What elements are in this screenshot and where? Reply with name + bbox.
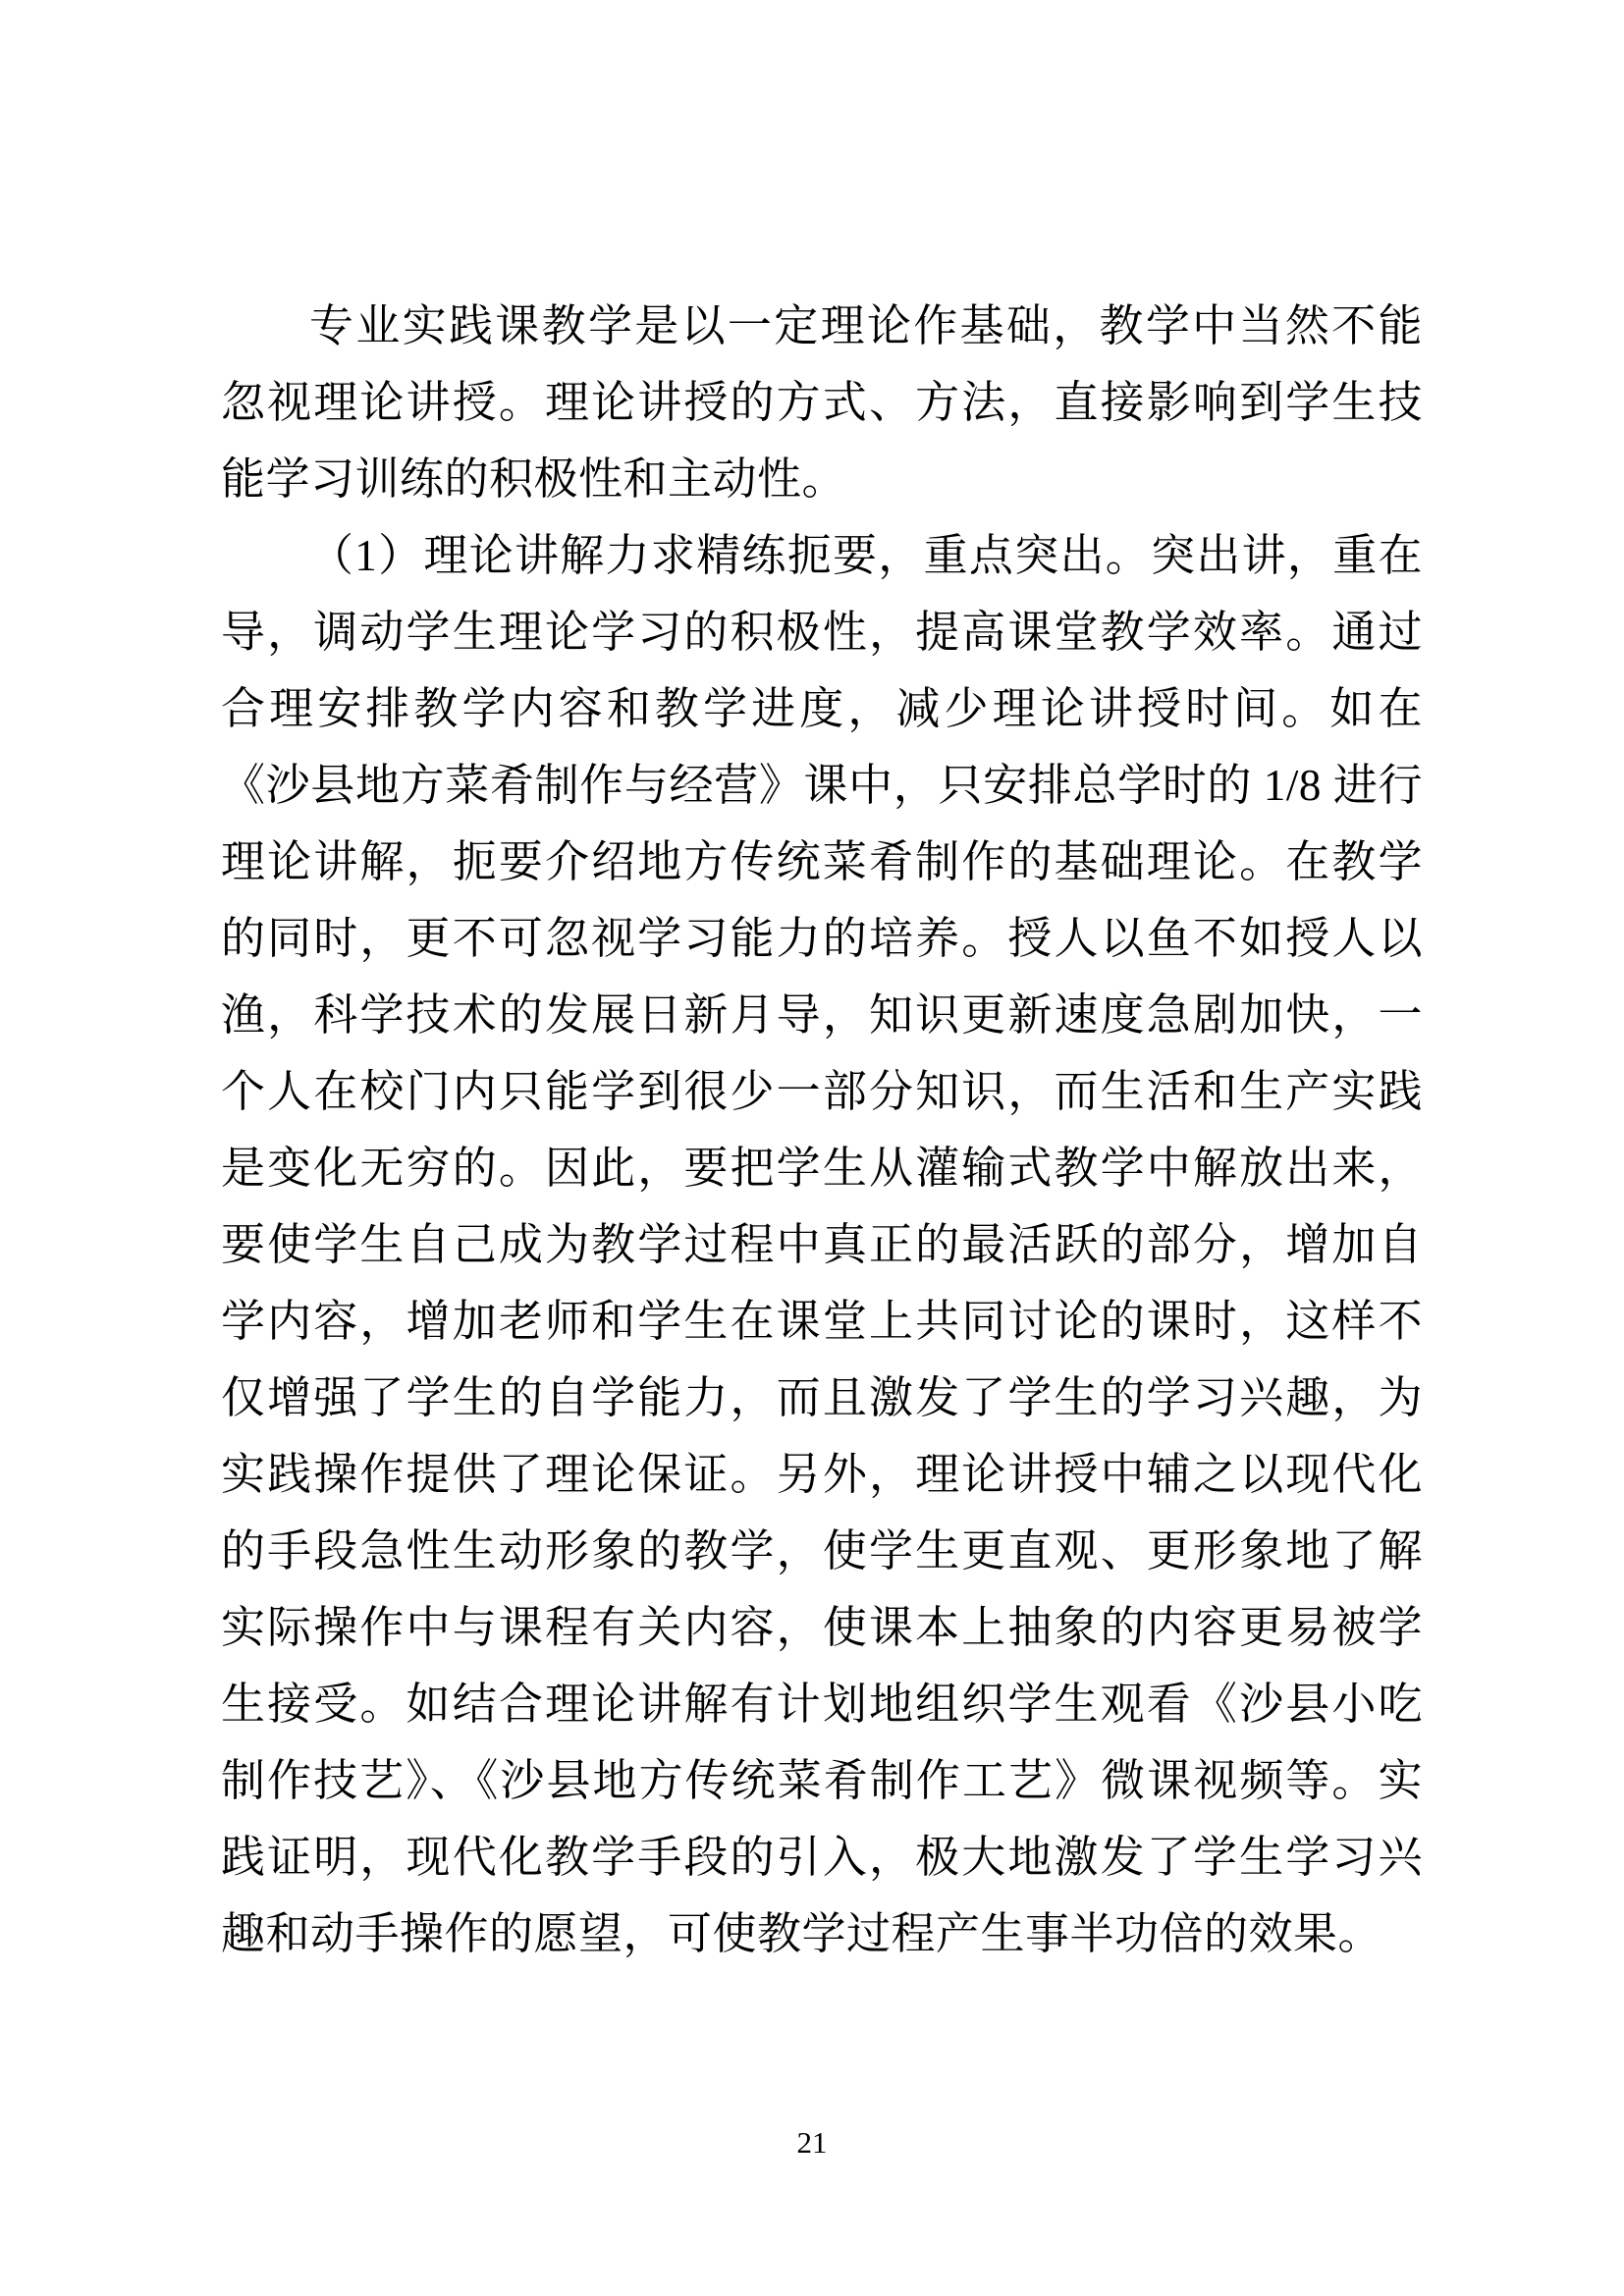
paragraph-point-1: （1）理论讲解力求精练扼要，重点突出。突出讲，重在导，调动学生理论学习的积极性，提高课堂教学效率。通过合理安排教学内容和教学进度，减少理论讲授时间。如在《沙县地方菜肴制作与经营》课中，只安排总学时的 1/8 进行理论讲解，扼要介绍地方传统菜肴制作的基础理论。在教学的同时，更不可忽视学习能力的培养。授人以鱼不如授人以渔，科学技术的发展日新月导，知识更新速度急剧加快，一个人在校门内只能学到很少一部分知识，而生活和生产实践是变化无穷的。因此，要把学生从灌输式教学中解放出来，要使学生自己成为教学过程中真正的最活跃的部分，增加自学内容，增加老师和学生在课堂上共同讨论的课时，这样不仅增强了学生的自学能力，而且激发了学生的学习兴趣，为实践操作提供了理论保证。另外，理论讲授中辅之以现代化的手段急性生动形象的教学，使学生更直观、更形象地了解实际操作中与课程有关内容，使课本上抽象的内容更易被学生接受。如结合理论讲解有计划地组织学生观看《沙县小吃制作技艺》、《沙县地方传统菜肴制作工艺》微课视频等。实践证明，现代化教学手段的引入，极大地激发了学生学习兴趣和动手操作的愿望，可使教学过程产生事半功倍的效果。: [221, 531, 1423, 1958]
paragraph-intro: 专业实践课教学是以一定理论作基础，教学中当然不能忽视理论讲授。理论讲授的方式、方法，直接影响到学生技能学习训练的积极性和主动性。: [221, 301, 1423, 504]
page-number: 21: [796, 2125, 828, 2160]
text-block: [221, 288, 1423, 1972]
